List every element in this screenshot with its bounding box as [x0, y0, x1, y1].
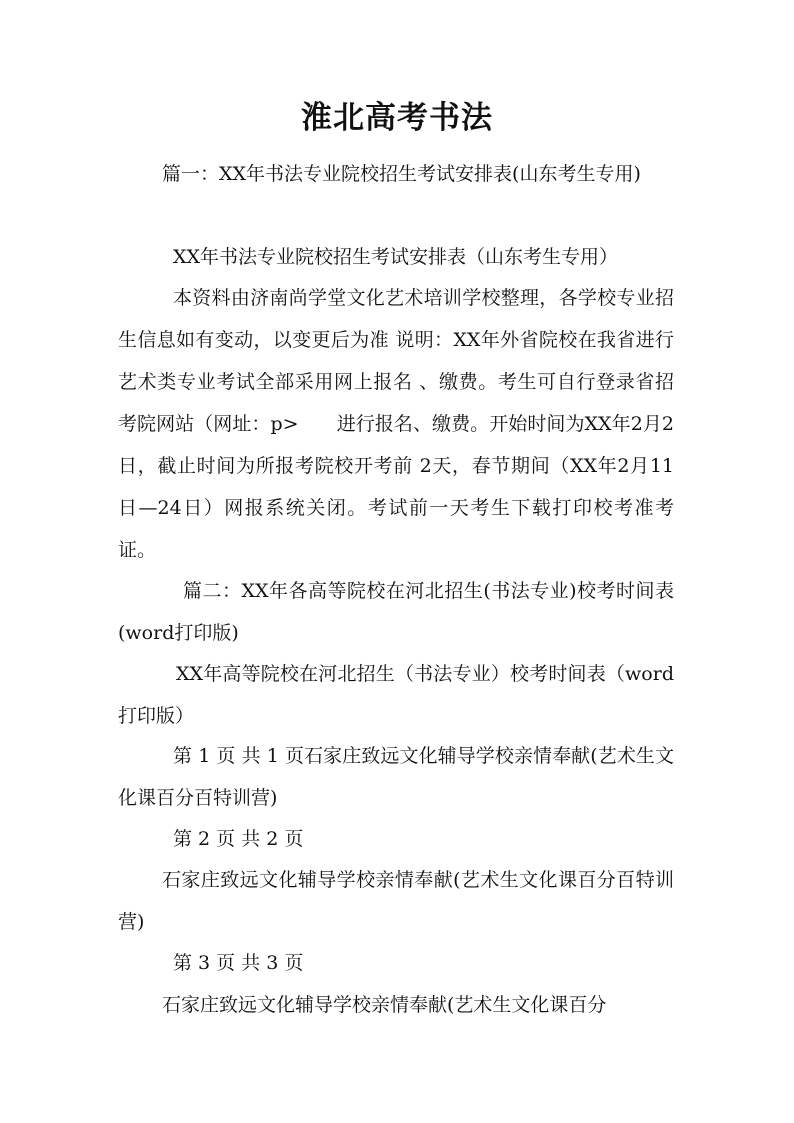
paragraph-part-one-heading: 篇一：XX年书法专业院校招生考试安排表(山东考生专用) — [162, 163, 641, 185]
document-title: 淮北高考书法 — [301, 100, 493, 136]
paragraph-school-note-two: 石家庄致远文化辅导学校亲情奉献(艺术生文化课百分百特训营) — [118, 869, 674, 933]
paragraph-school-note-three: 石家庄致远文化辅导学校亲情奉献(艺术生文化课百分 — [162, 994, 607, 1016]
paragraph-page-three-label: 第 3 页 共 3 页 — [173, 952, 304, 974]
paragraph-part-two-heading: 篇二：XX年各高等院校在河北招生(书法专业)校考时间表(word打印版) — [118, 580, 674, 644]
paragraph-page-one-footer: 第 1 页 共 1 页石家庄致远文化辅导学校亲情奉献(艺术生文化课百分百特训营) — [118, 745, 674, 809]
paragraph-shandong-table-title: XX年书法专业院校招生考试安排表（山东考生专用） — [173, 246, 619, 268]
paragraph-page-two-label: 第 2 页 共 2 页 — [173, 828, 304, 850]
paragraph-hebei-table-title: XX年高等院校在河北招生（书法专业）校考时间表（word打印版） — [118, 663, 674, 727]
paragraph-registration-notice: 本资料由济南尚学堂文化艺术培训学校整理，各学校专业招生信息如有变动，以变更后为准 说明：XX年外省院校在我省进行艺术类专业考试全部采用网上报名 、缴费。考生可自行登录省招考院网站（网址：p> 进行报名、缴费。开始时间为XX年2月2日，截止时间为所报考院校开考前 2天，春节期间（XX年2月11日—24日）网报系统关闭。考试前一天考生下载打印校考准考证。 — [118, 287, 674, 561]
